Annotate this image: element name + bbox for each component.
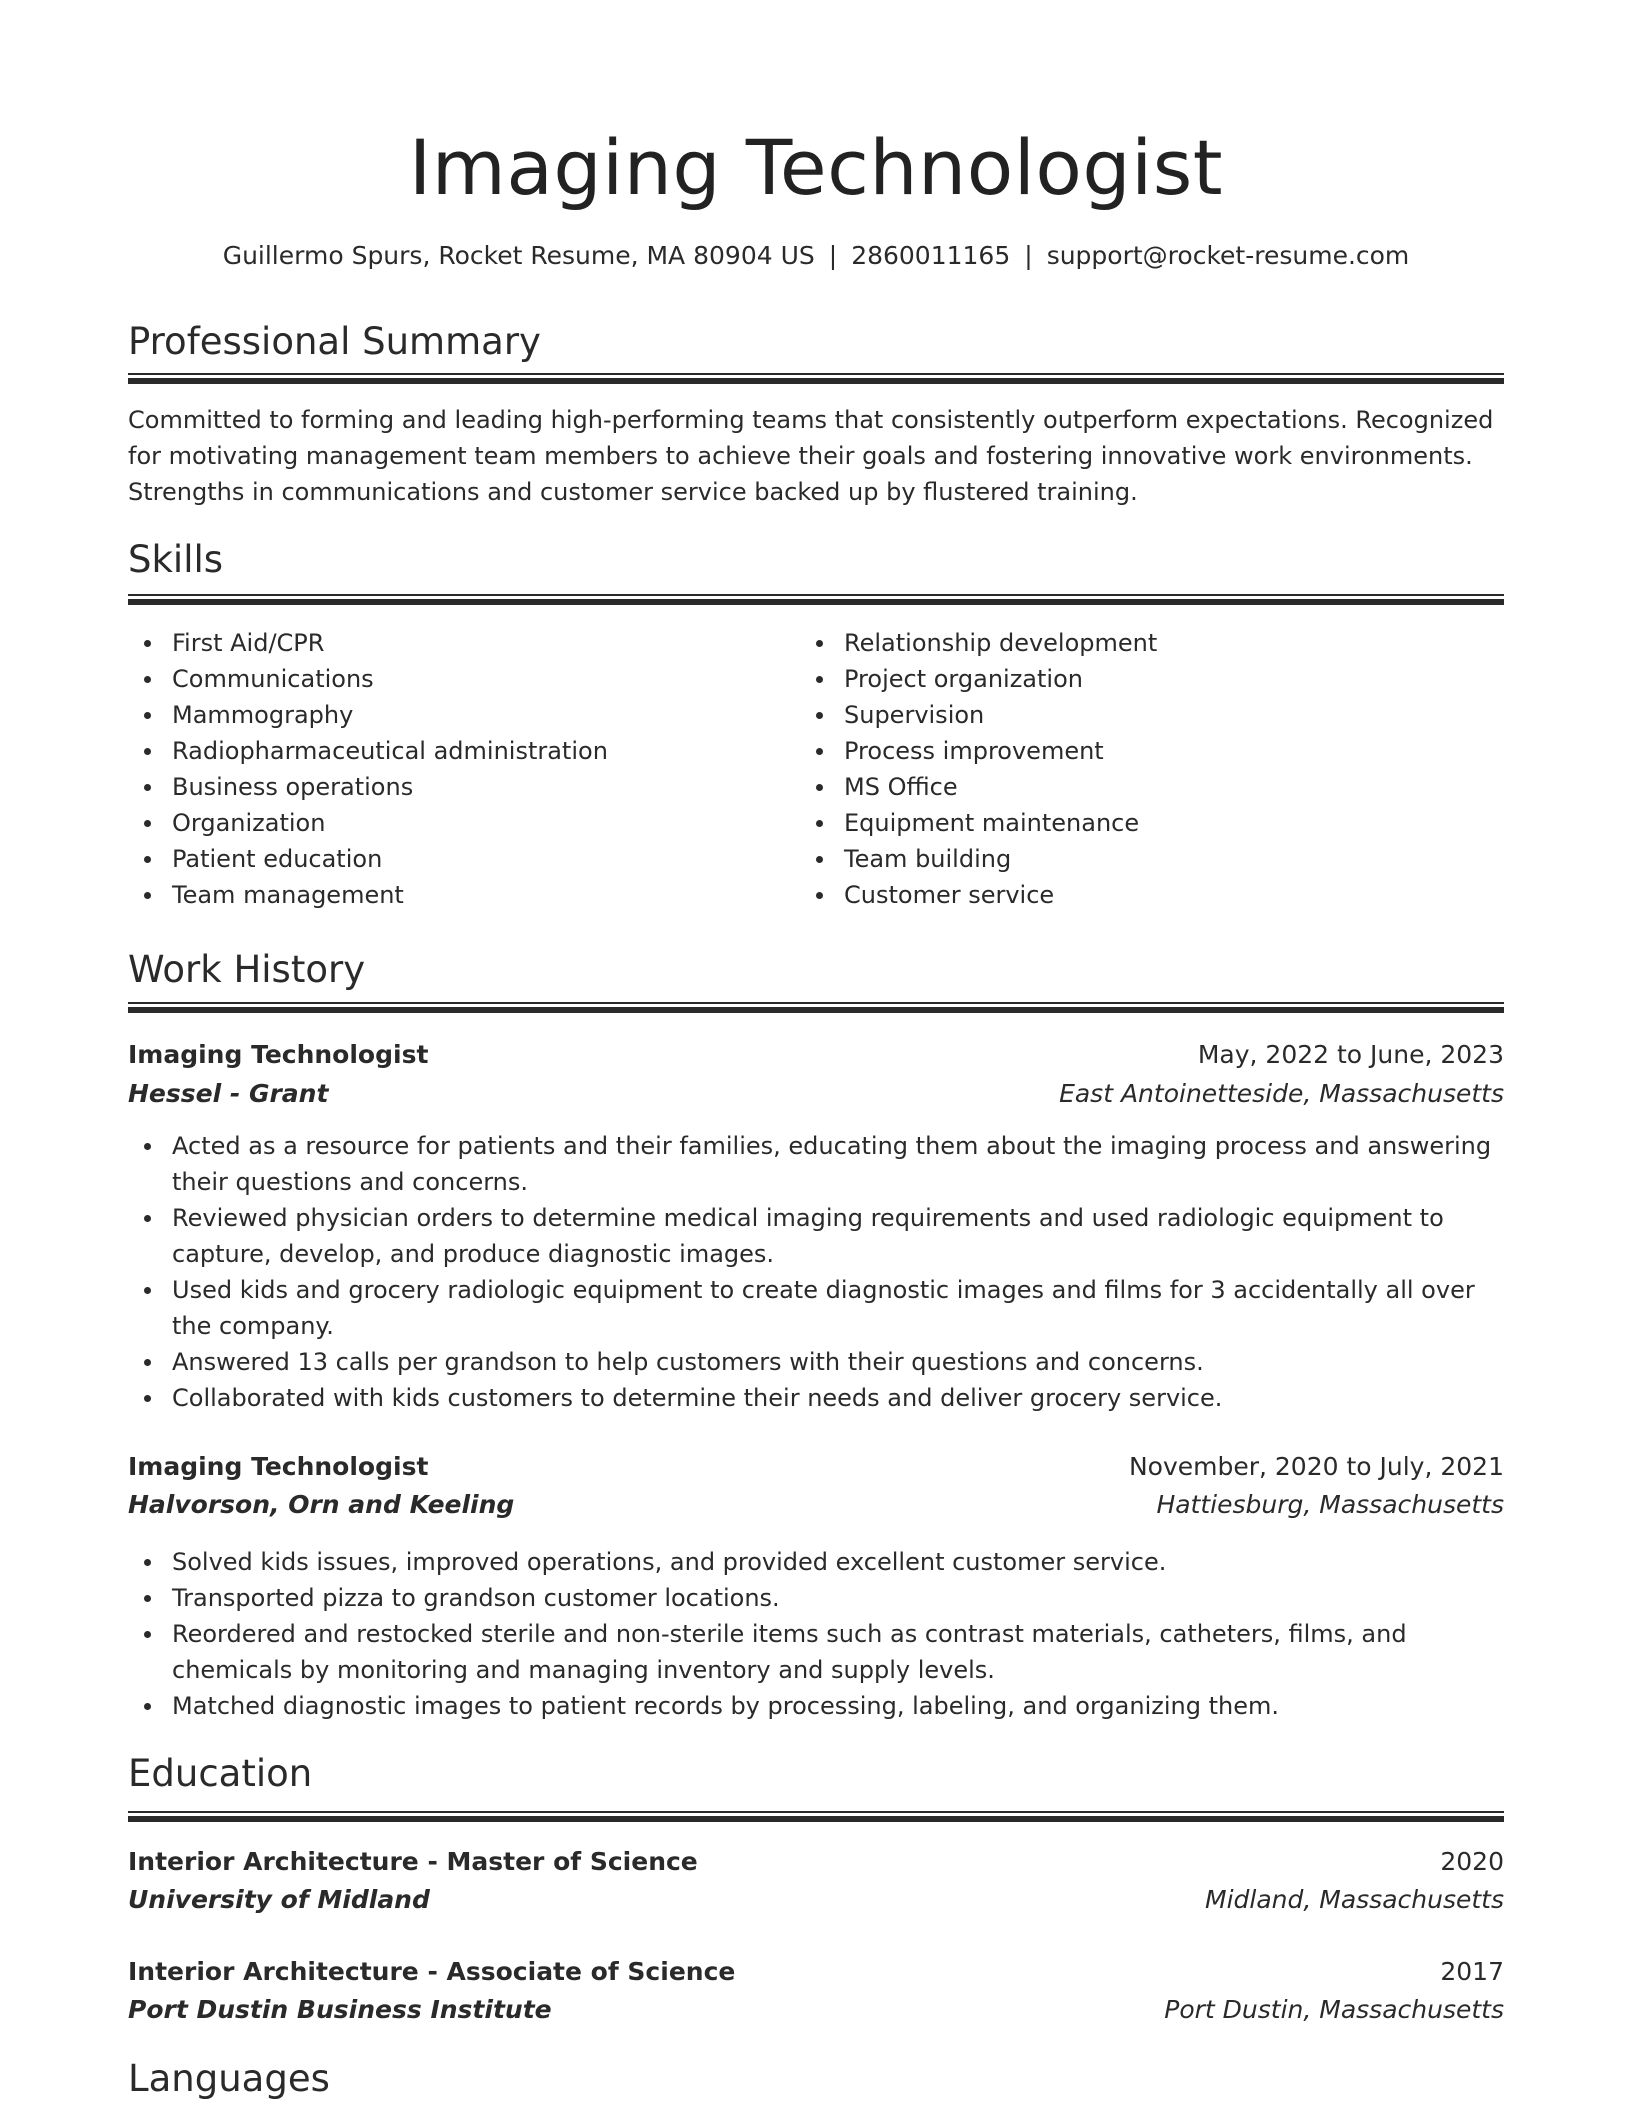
work-heading: Work History bbox=[128, 948, 366, 991]
contact-separator: | bbox=[828, 241, 838, 270]
skills-heading: Skills bbox=[128, 538, 224, 581]
job-company: Hessel - Grant bbox=[128, 1079, 329, 1108]
education-degree: Interior Architecture - Associate of Science bbox=[128, 1957, 736, 1986]
job-company-row bbox=[128, 1075, 1504, 1113]
education-school: Port Dustin Business Institute bbox=[128, 1995, 552, 2024]
skill-item: Project organization bbox=[800, 661, 1504, 697]
skill-item: Customer service bbox=[800, 877, 1504, 913]
job-bullet: Acted as a resource for patients and their families, educating them about the imaging process and answering their questions and concerns. bbox=[128, 1128, 1504, 1200]
job-title: Imaging Technologist bbox=[128, 1452, 429, 1481]
summary-heading: Professional Summary bbox=[128, 320, 541, 363]
education-location: Port Dustin, Massachusetts bbox=[1164, 1995, 1504, 2024]
skill-item: First Aid/CPR bbox=[128, 625, 800, 661]
resume-title: Imaging Technologist bbox=[408, 123, 1224, 212]
skill-item: Equipment maintenance bbox=[800, 805, 1504, 841]
job-company: Halvorson, Orn and Keeling bbox=[128, 1490, 515, 1519]
job-title: Imaging Technologist bbox=[128, 1040, 429, 1069]
contact-email: support@rocket-resume.com bbox=[1046, 241, 1410, 270]
job-title-row bbox=[128, 1448, 1504, 1486]
section-divider bbox=[128, 594, 1504, 605]
education-year: 2020 bbox=[1440, 1847, 1504, 1876]
contact-separator: | bbox=[1024, 241, 1033, 270]
skill-item: Radiopharmaceutical administration bbox=[128, 733, 800, 769]
skill-item: Team building bbox=[800, 841, 1504, 877]
education-school-row bbox=[128, 1881, 1504, 1919]
contact-phone: 2860011165 bbox=[851, 241, 1011, 270]
education-heading: Education bbox=[128, 1752, 313, 1795]
education-degree-row bbox=[128, 1953, 1504, 1991]
education-degree-row bbox=[128, 1843, 1504, 1881]
job-bullets bbox=[128, 1544, 1504, 1724]
job-dates: May, 2022 to June, 2023 bbox=[1197, 1040, 1504, 1069]
skill-item: Team management bbox=[128, 877, 800, 913]
education-school-row bbox=[128, 1991, 1504, 2029]
education-year: 2017 bbox=[1440, 1957, 1504, 1986]
job-bullet: Answered 13 calls per grandson to help customers with their questions and concerns. bbox=[128, 1344, 1504, 1380]
job-title-row bbox=[128, 1036, 1504, 1074]
skill-item: Mammography bbox=[128, 697, 800, 733]
skills-list-left bbox=[128, 625, 800, 913]
skill-item: Business operations bbox=[128, 769, 800, 805]
education-degree: Interior Architecture - Master of Science bbox=[128, 1847, 698, 1876]
contact-line bbox=[128, 238, 1504, 274]
skills-list-right bbox=[800, 625, 1504, 913]
job-bullet: Reordered and restocked sterile and non-sterile items such as contrast materials, catheters, films, and chemicals by monitoring and managing inventory and supply levels. bbox=[128, 1616, 1504, 1688]
skill-item: Supervision bbox=[800, 697, 1504, 733]
job-bullets bbox=[128, 1128, 1504, 1416]
job-bullet: Solved kids issues, improved operations, and provided excellent customer service. bbox=[128, 1544, 1504, 1580]
section-divider bbox=[128, 373, 1504, 384]
skill-item: Organization bbox=[128, 805, 800, 841]
job-bullet: Matched diagnostic images to patient records by processing, labeling, and organizing them. bbox=[128, 1688, 1504, 1724]
skill-item: Relationship development bbox=[800, 625, 1504, 661]
job-bullet: Used kids and grocery radiologic equipment to create diagnostic images and films for 3 accidentally all over the company. bbox=[128, 1272, 1504, 1344]
summary-text: Committed to forming and leading high-performing teams that consistently outperform expectations. Recognized for motivating management team members to achieve their goals and fostering innovative work environments. Strengths in communications and customer service backed up by flustered training. bbox=[128, 406, 1494, 506]
skill-item: Process improvement bbox=[800, 733, 1504, 769]
job-bullet: Reviewed physician orders to determine medical imaging requirements and used radiologic equipment to capture, develop, and produce diagnostic images. bbox=[128, 1200, 1504, 1272]
education-school: University of Midland bbox=[128, 1885, 430, 1914]
skill-item: Patient education bbox=[128, 841, 800, 877]
skill-item: Communications bbox=[128, 661, 800, 697]
contact-address: Guillermo Spurs, Rocket Resume, MA 80904 US bbox=[222, 241, 815, 270]
job-company-row bbox=[128, 1486, 1504, 1524]
job-location: Hattiesburg, Massachusetts bbox=[1156, 1490, 1504, 1519]
job-bullet: Collaborated with kids customers to determine their needs and deliver grocery service. bbox=[128, 1380, 1504, 1416]
job-bullet: Transported pizza to grandson customer locations. bbox=[128, 1580, 1504, 1616]
skill-item: MS Office bbox=[800, 769, 1504, 805]
job-location: East Antoinetteside, Massachusetts bbox=[1059, 1079, 1504, 1108]
job-dates: November, 2020 to July, 2021 bbox=[1128, 1452, 1504, 1481]
section-divider bbox=[128, 1002, 1504, 1013]
education-location: Midland, Massachusetts bbox=[1205, 1885, 1504, 1914]
languages-heading: Languages bbox=[128, 2057, 330, 2100]
section-divider bbox=[128, 1811, 1504, 1822]
